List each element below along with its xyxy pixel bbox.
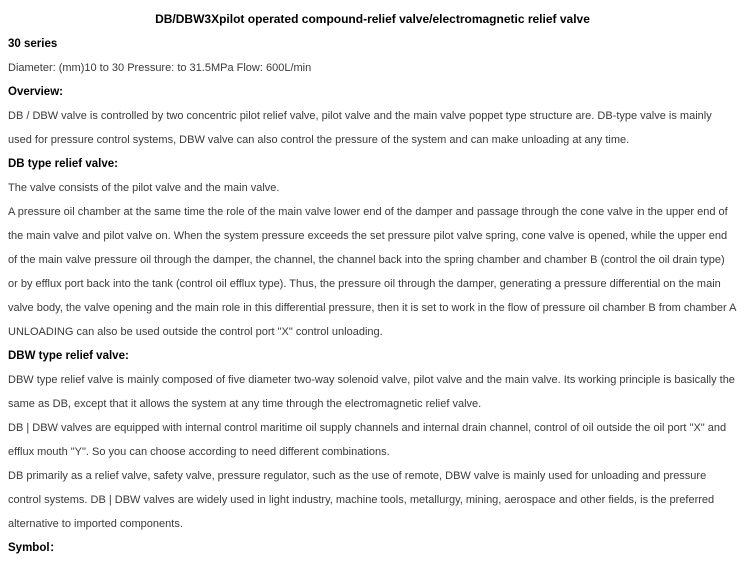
db-type-paragraph-1: The valve consists of the pilot valve and the main valve. — [8, 182, 280, 194]
document-title: DB/DBW3Xpilot operated compound-relief valve/electromagnetic relief valve — [155, 12, 590, 26]
dbw-type-relief-valve-heading: DBW type relief valve: — [8, 350, 129, 362]
overview-heading: Overview: — [8, 86, 63, 98]
overview-paragraph: DB / DBW valve is controlled by two concentric pilot relief valve, pilot valve and the main valve poppet type structure are. DB-type valve is mainly used for pressure control systems, DBW valve can also control the pressure of the system and can make unloading at any time. — [8, 110, 712, 146]
spec-line: Diameter: (mm)10 to 30 Pressure: to 31.5MPa Flow: 600L/min — [8, 62, 312, 74]
symbol-heading: Symbol： — [8, 542, 62, 554]
db-type-relief-valve-heading: DB type relief valve: — [8, 158, 118, 170]
series-heading: 30 series — [8, 38, 58, 50]
db-type-paragraph-2: A pressure oil chamber at the same time the role of the main valve lower end of the damper and passage through the cone valve in the upper end of the main valve and pilot valve on. When the system pressure exceeds the set pressure pilot valve spring, cone valve is opened, while the upper end of the main valve pressure oil through the damper, the channel, the channel back into the spring chamber and chamber B (control the oil drain type) or by efflux port back into the tank (control oil efflux type). Thus, the pressure oil through the damper, generating a pressure differential on the main valve body, the valve opening and the main role in this differential pressure, then it is set to work in the flow of pressure oil chamber B from chamber A UNLOADING can also be used outside the control port "X" control unloading. — [8, 206, 736, 338]
dbw-type-paragraph-2: DB | DBW valves are equipped with internal control maritime oil supply channels and internal drain channel, control of oil outside the oil port "X" and efflux mouth "Y". So you can choose according to need different combinations. — [8, 422, 727, 458]
dbw-type-paragraph-1: DBW type relief valve is mainly composed of five diameter two-way solenoid valve, pilot valve and the main valve. Its working principle is basically the same as DB, except that it allows the system at any time through the electromagnetic relief valve. — [8, 374, 735, 410]
dbw-type-paragraph-3: DB primarily as a relief valve, safety valve, pressure regulator, such as the use of remote, DBW valve is mainly used for unloading and pressure control systems. DB | DBW valves are widely used in light industry, machine tools, metallurgy, mining, aerospace and other fields, is the preferred alternative to imported components. — [8, 470, 715, 530]
